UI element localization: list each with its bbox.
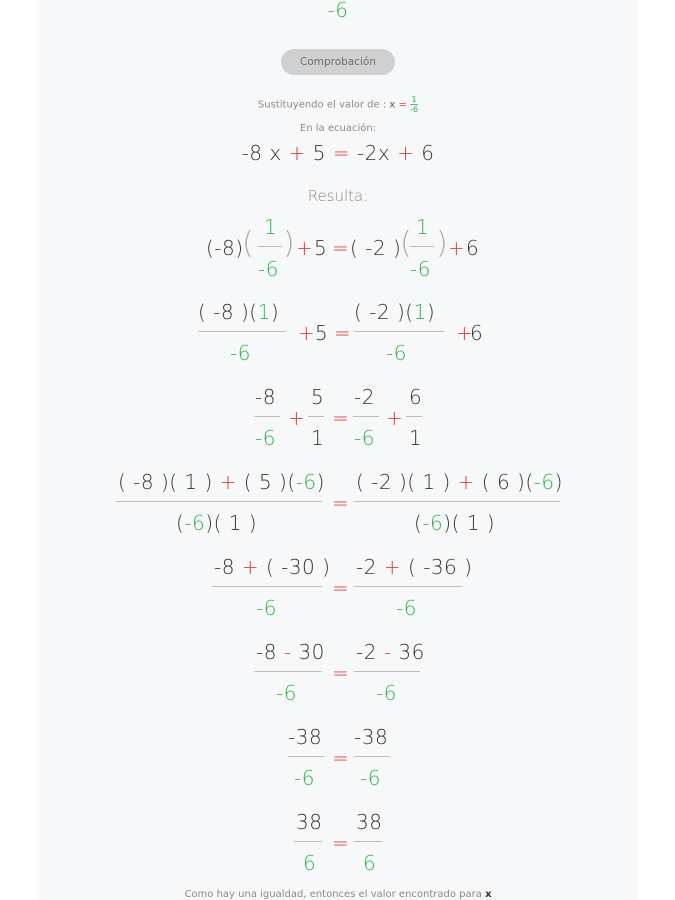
s2-left-num-a: ( -8 )( (198, 300, 258, 324)
s5-rn-b: ( -36 ) (407, 555, 473, 579)
s4-rn-a: ( -2 )( 1 ) (356, 470, 451, 494)
s1-six: 6 (466, 236, 480, 260)
equation-label: En la ecuación: (299, 123, 377, 134)
s2-left-den: -6 (230, 341, 251, 365)
s5-right-den: -6 (396, 596, 417, 620)
s1-left-open-paren: ( (242, 226, 254, 261)
s2-right-num (354, 300, 435, 324)
s4-ln-d: ) (316, 470, 325, 494)
s7-equals: = (332, 746, 350, 770)
s4-ln-c: -6 (295, 470, 317, 494)
s6-right-den: -6 (376, 681, 397, 705)
eq-term-2: 5 (312, 141, 326, 165)
s3-bar-1 (254, 416, 280, 417)
s4-rd-c: )( 1 ) (443, 511, 496, 535)
s1-equals: = (332, 236, 350, 260)
s5-right-bar (354, 586, 462, 587)
s1-left-den: -6 (258, 257, 279, 281)
eq-term-4: 6 (421, 141, 435, 165)
s5-left-num (214, 555, 330, 579)
s4-rn-b: ( 6 )( (481, 470, 534, 494)
previous-result: -6 (327, 0, 349, 22)
eq-equals: = (332, 141, 351, 165)
s3-num-3: -2 (354, 385, 375, 409)
s5-ln-plus: + (241, 555, 260, 579)
s4-ln-b: ( 5 )( (243, 470, 296, 494)
s1-left-bar (258, 246, 282, 247)
s1-right-num: 1 (416, 215, 430, 239)
s6-equals: = (332, 661, 350, 685)
s3-plus-1: + (288, 406, 306, 430)
s5-equals: = (332, 576, 350, 600)
s4-left-den (176, 511, 257, 535)
s7-left-bar (288, 756, 324, 757)
s1-right-open-paren: ( (400, 226, 412, 261)
s8-left-den: 6 (303, 851, 317, 875)
s4-right-bar (354, 501, 560, 502)
s5-right-num (356, 555, 472, 579)
s3-num-2: 5 (311, 385, 325, 409)
s3-num-1: -8 (255, 385, 276, 409)
s1-five: 5 (314, 236, 328, 260)
conclusion-var: x (485, 889, 492, 900)
s4-left-bar (116, 501, 322, 502)
s6-left-num (256, 640, 325, 664)
s6-right-num (356, 640, 425, 664)
substitution-label: Sustituyendo el valor de : (257, 99, 387, 111)
substitution-numerator: 1 (411, 95, 417, 104)
substitution-denominator: -6 (410, 105, 419, 114)
conclusion-label: Como hay una igualdad, entonces el valor encontrado para (184, 889, 482, 900)
s6-left-den: -6 (276, 681, 297, 705)
s2-right-bar (354, 331, 444, 332)
s4-ld-c: )( 1 ) (205, 511, 258, 535)
s7-right-den: -6 (360, 766, 381, 790)
s3-equals: = (332, 406, 350, 430)
s2-five: 5 (315, 321, 329, 345)
s6-ln-a: -8 (256, 640, 277, 664)
s2-six: 6 (470, 321, 484, 345)
s1-right-close-paren: ) (436, 226, 448, 261)
s6-ln-minus: - (283, 640, 292, 664)
s2-right-num-a: ( -2 )( (354, 300, 414, 324)
s1-right-bar (410, 246, 434, 247)
result-label: Resulta: (307, 187, 369, 205)
s5-rn-a: -2 (356, 555, 377, 579)
s2-right-num-one: 1 (413, 300, 427, 324)
eq-plus-2: + (397, 141, 415, 165)
eq-term-1: -8 x (241, 141, 282, 165)
s1-plus-1: + (296, 236, 314, 260)
s5-rn-plus: + (383, 555, 402, 579)
conclusion-text (38, 889, 638, 900)
substitution-equals: = (398, 99, 407, 111)
s3-bar-2 (308, 416, 324, 417)
s4-ld-a: ( (176, 511, 185, 535)
check-button[interactable]: Comprobación (281, 49, 395, 75)
s7-right-num: -38 (354, 725, 389, 749)
s7-left-den: -6 (294, 766, 315, 790)
s5-left-den: -6 (256, 596, 277, 620)
s6-right-bar (354, 671, 420, 672)
s4-rd-b: -6 (422, 511, 444, 535)
substitution-var: x (389, 99, 396, 111)
s4-left-num (118, 470, 325, 494)
s1-right-den: -6 (410, 257, 431, 281)
s3-den-3: -6 (354, 426, 375, 450)
s3-den-1: -6 (255, 426, 276, 450)
s1-right-coef: ( -2 ) (350, 236, 402, 260)
eq-plus-1: + (288, 141, 306, 165)
s2-right-num-b: ) (426, 300, 436, 324)
s8-left-bar (294, 841, 322, 842)
solution-panel (38, 0, 638, 900)
s3-plus-2: + (386, 406, 404, 430)
s2-plus-1: + (298, 321, 316, 345)
s4-right-num (356, 470, 563, 494)
s6-rn-a: -2 (356, 640, 377, 664)
s6-rn-b: 36 (398, 640, 425, 664)
s4-ln-plus: + (219, 470, 237, 494)
eq-term-3: -2x (356, 141, 391, 165)
s7-right-bar (354, 756, 390, 757)
s1-left-num: 1 (264, 215, 278, 239)
s4-rn-c: -6 (533, 470, 555, 494)
s3-bar-3 (353, 416, 379, 417)
s6-rn-minus: - (383, 640, 392, 664)
s8-right-num: 38 (356, 810, 383, 834)
s3-den-2: 1 (311, 426, 325, 450)
s4-ld-b: -6 (184, 511, 206, 535)
s8-right-bar (354, 841, 382, 842)
s2-left-bar (198, 331, 286, 332)
s4-rn-plus: + (457, 470, 475, 494)
s2-left-num-b: ) (270, 300, 280, 324)
s5-left-bar (212, 586, 322, 587)
original-equation (38, 141, 638, 165)
s4-rd-a: ( (414, 511, 423, 535)
s2-right-den: -6 (386, 341, 407, 365)
s6-ln-b: 30 (298, 640, 325, 664)
s4-rn-d: ) (554, 470, 563, 494)
s6-left-bar (254, 671, 322, 672)
s3-num-4: 6 (409, 385, 423, 409)
s5-ln-b: ( -30 ) (265, 555, 331, 579)
s2-equals: = (334, 321, 352, 345)
s1-left-coef: (-8) (206, 236, 244, 260)
s2-plus-2: + (456, 321, 474, 345)
s4-equals: = (332, 491, 350, 515)
s7-left-num: -38 (288, 725, 323, 749)
s1-left-close-paren: ) (283, 226, 295, 261)
s8-right-den: 6 (363, 851, 377, 875)
s8-equals: = (332, 831, 350, 855)
s5-ln-a: -8 (214, 555, 235, 579)
s1-plus-2: + (448, 236, 466, 260)
substitution-fraction (410, 95, 418, 114)
s3-bar-4 (406, 416, 422, 417)
s4-right-den (414, 511, 495, 535)
s2-left-num-one: 1 (257, 300, 271, 324)
substitution-text (38, 95, 638, 114)
s8-left-num: 38 (296, 810, 323, 834)
s3-den-4: 1 (409, 426, 423, 450)
s2-left-num (198, 300, 279, 324)
s4-ln-a: ( -8 )( 1 ) (118, 470, 213, 494)
